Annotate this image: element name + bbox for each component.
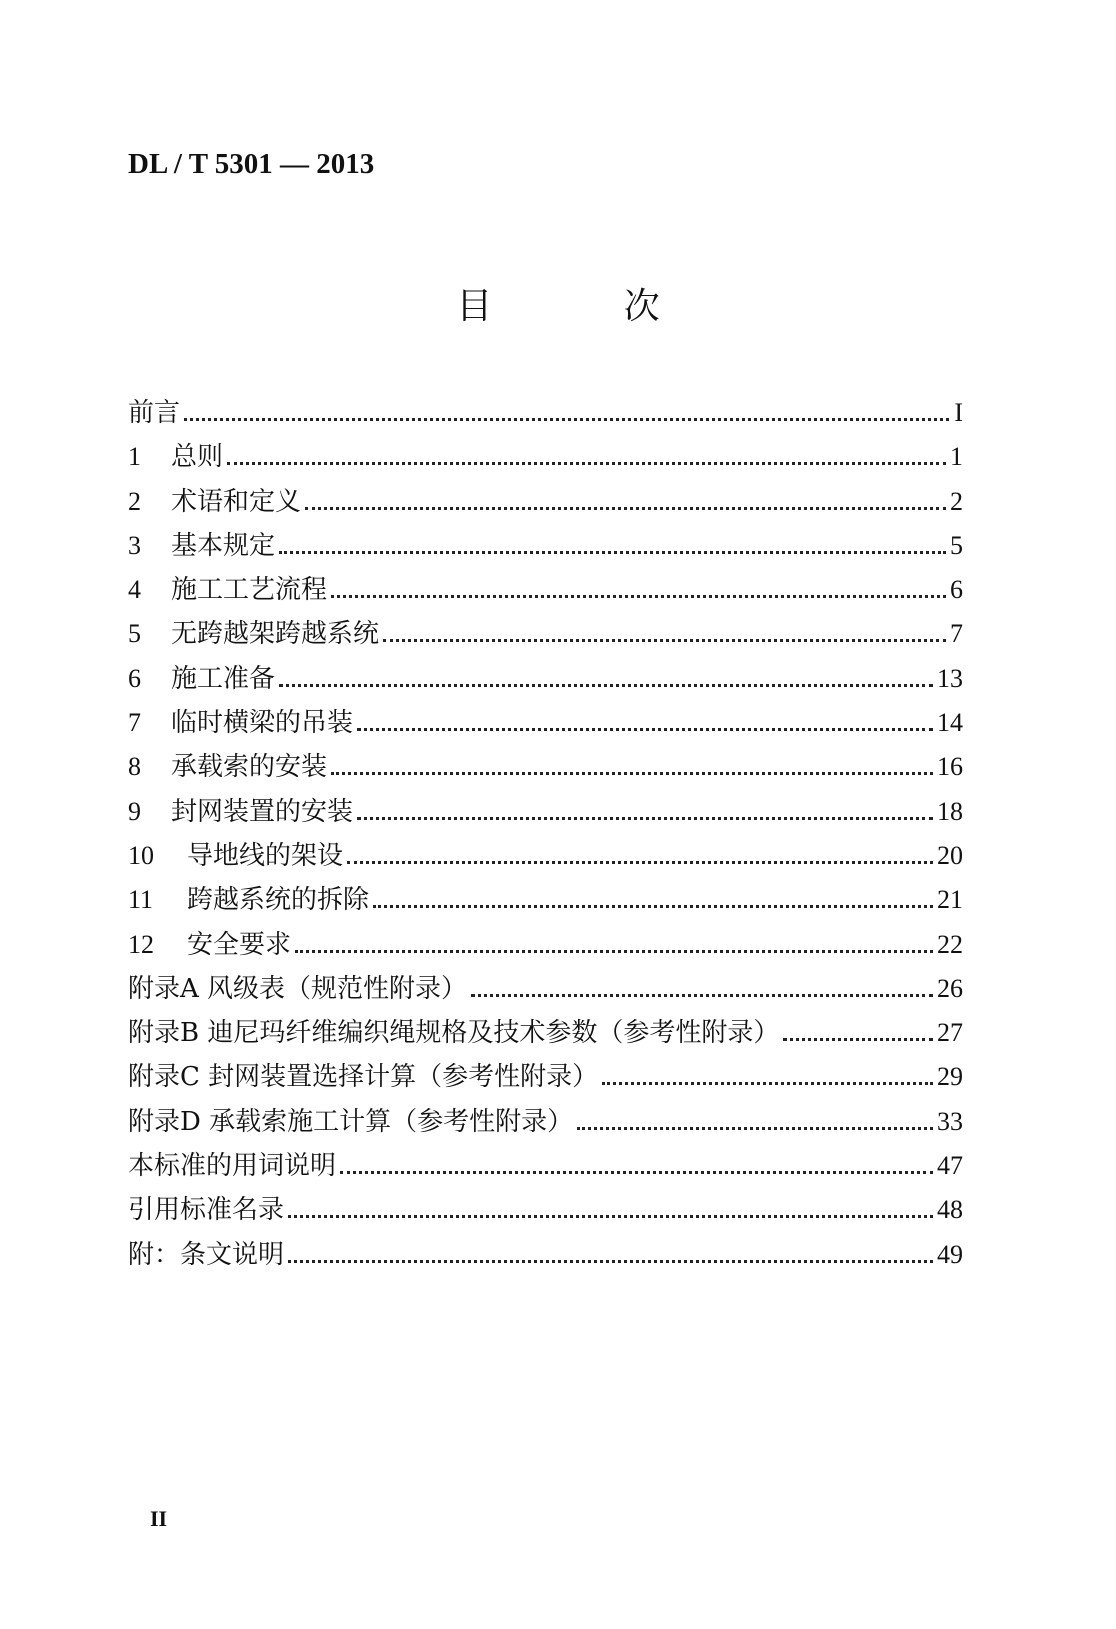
toc-label: 导地线的架设 [187,840,344,871]
leader-dots [783,1038,933,1041]
toc-number: 12 [128,929,154,959]
toc-page: 13 [937,663,963,693]
toc-entry-appendix-d[interactable] [128,1101,963,1145]
leader-dots [383,639,946,642]
toc-number: 6 [128,663,141,693]
leader-dots [288,1215,933,1218]
leader-dots [357,817,933,820]
toc-entry-1[interactable] [128,436,963,480]
toc-page: 47 [937,1151,963,1181]
toc-label: 术语和定义 [171,486,302,517]
toc-entry-wording-explanation[interactable] [128,1145,963,1189]
toc-label: 附录B 迪尼玛纤维编织绳规格及技术参数（参考性附录） [128,1018,780,1049]
toc-number: 1 [128,442,141,472]
toc-entry-12[interactable] [128,924,963,968]
toc-entry-9[interactable] [128,791,963,835]
toc-entry-8[interactable] [128,746,963,790]
toc-label: 施工工艺流程 [171,575,328,606]
toc-number: 9 [128,796,141,826]
toc-label: 施工准备 [171,663,276,694]
leader-dots [347,861,933,864]
leader-dots [279,551,946,554]
leader-dots [471,994,933,997]
leader-dots [288,1260,933,1263]
toc-label: 附录A 风级表（规范性附录） [128,973,468,1004]
standard-code: DL / T 5301 — 2013 [128,148,375,180]
toc-page: 16 [937,752,963,782]
leader-dots [305,507,946,510]
toc-label: 附录D 承载索施工计算（参考性附录） [128,1106,574,1137]
leader-dots [577,1127,933,1130]
toc-entry-referenced-standards[interactable] [128,1189,963,1233]
toc-label: 安全要求 [187,929,292,960]
toc-number: 5 [128,619,141,649]
toc-number: 3 [128,530,141,560]
toc-label: 总则 [171,442,224,473]
toc-page: 26 [937,973,963,1003]
toc-entry-appendix-c[interactable] [128,1056,963,1100]
leader-dots [373,905,933,908]
toc-label: 引用标准名录 [128,1195,285,1226]
table-of-contents [128,392,963,1278]
leader-dots [357,728,933,731]
toc-entry-clause-explanation[interactable] [128,1234,963,1278]
toc-page: 5 [950,530,963,560]
toc-page: 22 [937,929,963,959]
leader-dots [279,684,933,687]
leader-dots [227,462,946,465]
toc-entry-11[interactable] [128,879,963,923]
toc-label: 附：条文说明 [128,1239,285,1270]
toc-label: 基本规定 [171,530,276,561]
toc-entry-6[interactable] [128,658,963,702]
toc-number: 11 [128,885,154,915]
toc-number: 10 [128,840,154,870]
page-number: II [150,1506,168,1531]
toc-page: 1 [950,442,963,472]
toc-label: 本标准的用词说明 [128,1151,337,1182]
toc-label: 附录C 封网装置选择计算（参考性附录） [128,1062,599,1093]
page-title: 目 次 [456,286,720,327]
toc-label: 承载索的安装 [171,752,328,783]
toc-page: 7 [950,619,963,649]
toc-number: 4 [128,575,141,605]
leader-dots [331,595,946,598]
toc-entry-3[interactable] [128,525,963,569]
toc-entry-7[interactable] [128,702,963,746]
toc-entry-preface[interactable] [128,392,963,436]
toc-number: 2 [128,486,141,516]
toc-page: 29 [937,1062,963,1092]
leader-dots [184,418,949,421]
toc-entry-appendix-a[interactable] [128,968,963,1012]
toc-entry-4[interactable] [128,569,963,613]
toc-label: 前言 [128,398,181,428]
toc-entry-appendix-b[interactable] [128,1012,963,1056]
toc-number: 7 [128,708,141,738]
toc-page: 18 [937,796,963,826]
toc-page: 14 [937,708,963,738]
leader-dots [331,772,933,775]
toc-number: 8 [128,752,141,782]
toc-label: 跨越系统的拆除 [187,885,370,916]
toc-label: 无跨越架跨越系统 [171,619,380,650]
toc-entry-2[interactable] [128,481,963,525]
toc-page: 21 [937,885,963,915]
toc-page: 6 [950,575,963,605]
leader-dots [340,1171,933,1174]
leader-dots [295,950,933,953]
toc-page: 2 [950,486,963,516]
toc-page: 20 [937,840,963,870]
toc-label: 临时横梁的吊装 [171,708,354,739]
toc-label: 封网装置的安装 [171,796,354,827]
toc-page: 33 [937,1106,963,1136]
toc-page: 27 [937,1018,963,1048]
toc-page: I [954,398,963,427]
toc-entry-10[interactable] [128,835,963,879]
leader-dots [602,1082,933,1085]
toc-page: 48 [937,1195,963,1225]
toc-entry-5[interactable] [128,613,963,657]
toc-page: 49 [937,1239,963,1269]
